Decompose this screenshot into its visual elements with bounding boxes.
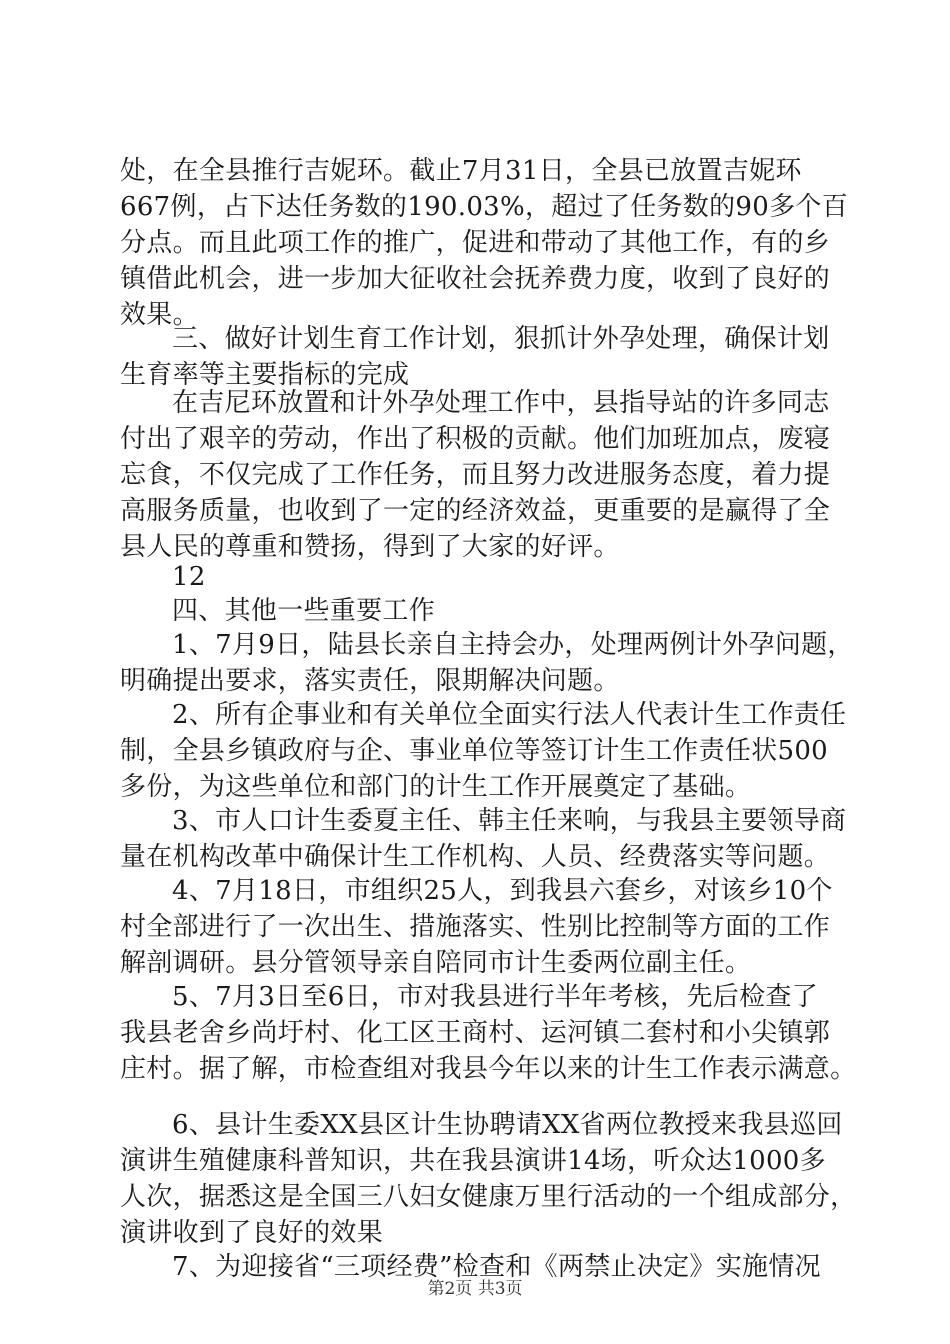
text-line: 县人民的尊重和赞扬，得到了大家的好评。	[120, 532, 620, 562]
text-line: 村全部进行了一次出生、措施落实、性别比控制等方面的工作	[120, 912, 831, 942]
list-item-start: 2、所有企事业和有关单位全面实行法人代表计生工作责任	[172, 700, 847, 730]
page-footer: 第2页 共3页	[427, 1279, 523, 1299]
text-line: 高服务质量，也收到了一定的经济效益，更重要的是赢得了全	[120, 496, 831, 526]
text-line: 分点。而且此项工作的推广，促进和带动了其他工作，有的乡	[120, 228, 831, 258]
paragraph-start: 在吉尼环放置和计外孕处理工作中，县指导站的许多同志	[172, 388, 830, 418]
section-heading: 三、做好计划生育工作计划，狠抓计外孕处理，确保计划	[172, 324, 830, 354]
list-item-start: 4、7月18日，市组织25人，到我县六套乡，对该乡10个	[172, 876, 833, 906]
section-heading: 四、其他一些重要工作	[172, 596, 436, 626]
text-line: 庄村。据了解，市检查组对我县今年以来的计生工作表示满意。	[120, 1054, 857, 1084]
text-line: 演讲生殖健康科普知识，共在我县演讲14场，听众达1000多	[120, 1146, 826, 1176]
text-line: 量在机构改革中确保计生工作机构、人员、经费落实等问题。	[120, 842, 831, 872]
page-marker: 12	[172, 562, 206, 592]
text-line: 我县老舍乡尚圩村、化工区王商村、运河镇二套村和小尖镇郭	[120, 1018, 831, 1048]
text-line: 制，全县乡镇政府与企、事业单位等签订计生工作责任状500	[120, 736, 829, 766]
text-line: 667例，占下达任务数的190.03%，超过了任务数的90多个百	[120, 192, 848, 222]
text-line: 明确提出要求，落实责任，限期解决问题。	[120, 666, 620, 696]
text-line: 付出了艰辛的劳动，作出了积极的贡献。他们加班加点，废寝	[120, 424, 831, 454]
text-line: 解剖调研。县分管领导亲自陪同市计生委两位副主任。	[120, 948, 752, 978]
list-item-start: 5、7月3日至6日，市对我县进行半年考核，先后检查了	[172, 982, 818, 1012]
list-item-start: 3、市人口计生委夏主任、韩主任来响，与我县主要领导商	[172, 806, 847, 836]
text-line: 生育率等主要指标的完成	[120, 360, 410, 390]
text-line: 人次，据悉这是全国三八妇女健康万里行活动的一个组成部分，	[120, 1182, 857, 1212]
text-line: 效果。	[120, 300, 199, 330]
text-line: 处，在全县推行吉妮环。截止7月31日，全县已放置吉妮环	[120, 156, 802, 186]
list-item-start: 7、为迎接省“三项经费”检查和《两禁止决定》实施情况	[172, 1252, 821, 1282]
text-line: 忘食，不仅完成了工作任务，而且努力改进服务态度，着力提	[120, 460, 831, 490]
list-item-start: 1、7月9日，陆县长亲自主持会办，处理两例计外孕问题，	[172, 630, 854, 660]
text-line: 演讲收到了良好的效果	[120, 1218, 384, 1248]
list-item-start: 6、县计生委XX县区计生协聘请XX省两位教授来我县巡回	[172, 1110, 843, 1140]
text-line: 镇借此机会，进一步加大征收社会抚养费力度，收到了良好的	[120, 264, 831, 294]
text-line: 多份，为这些单位和部门的计生工作开展奠定了基础。	[120, 772, 752, 802]
